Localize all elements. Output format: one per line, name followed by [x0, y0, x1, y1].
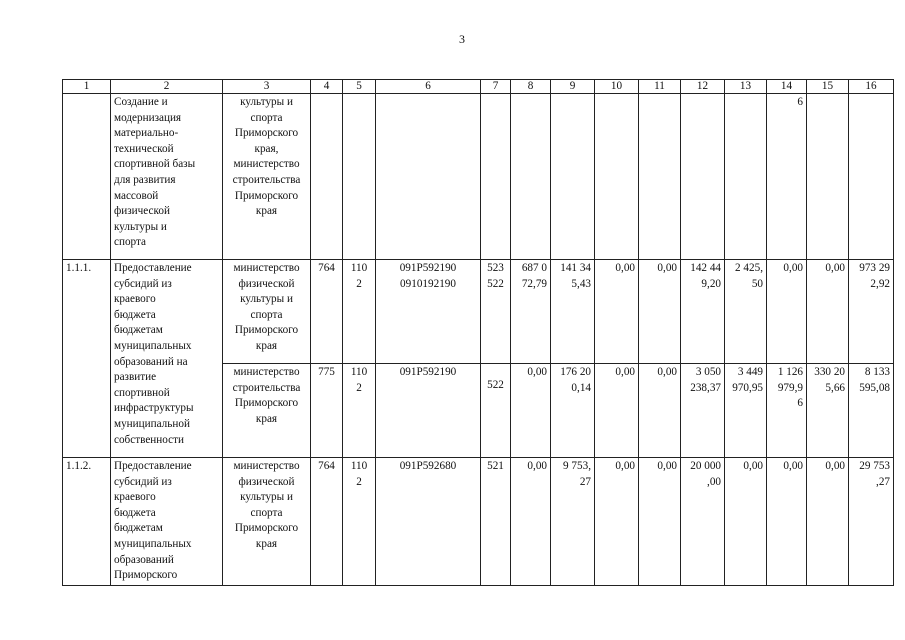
table-cell: 091P592680 [376, 458, 481, 586]
table-cell: 0,00 [639, 364, 681, 458]
header-row [63, 80, 894, 94]
table-cell: 764 [311, 458, 343, 586]
table-cell [511, 94, 551, 260]
table-cell [681, 94, 725, 260]
table-cell: 142 44 9,20 [681, 260, 725, 364]
table-cell: 687 0 72,79 [511, 260, 551, 364]
table-row-1-1-2 [63, 458, 894, 586]
column-header: 1 [63, 80, 111, 94]
column-header: 16 [849, 80, 894, 94]
column-header: 3 [223, 80, 311, 94]
table-cell: 0,00 [511, 364, 551, 458]
row-description: Создание и модернизация материально- технической спортивной базы для развития массовой физической культуры и спорта [111, 94, 223, 260]
table-cell [63, 94, 111, 260]
table-cell: 521 [481, 458, 511, 586]
column-header: 15 [807, 80, 849, 94]
table-cell: 1 126 979,9 6 [767, 364, 807, 458]
table-cell: 775 [311, 364, 343, 458]
table-cell: 0,00 [767, 458, 807, 586]
table-cell: 0,00 [639, 260, 681, 364]
column-header: 5 [343, 80, 376, 94]
column-header: 10 [595, 80, 639, 94]
column-header: 6 [376, 80, 481, 94]
row-description: Предоставление субсидий из краевого бюджета бюджетам муниципальных образований на развитие спортивной инфраструктуры муниципальной собственности [111, 260, 223, 458]
table-cell: 0,00 [595, 458, 639, 586]
table-cell: 764 [311, 260, 343, 364]
table-cell: 8 133 595,08 [849, 364, 894, 458]
table-row-1-1-1-a [63, 260, 894, 364]
table-cell: 523 522 [481, 260, 511, 364]
table-cell [849, 94, 894, 260]
table-cell: 20 000 ,00 [681, 458, 725, 586]
table-cell: 091P592190 [376, 364, 481, 458]
table-cell: 3 050 238,37 [681, 364, 725, 458]
column-header: 8 [511, 80, 551, 94]
table-cell: 0,00 [725, 458, 767, 586]
table-cell: 0,00 [595, 260, 639, 364]
column-header: 13 [725, 80, 767, 94]
row-executor: министерство физической культуры и спорта Приморского края [223, 458, 311, 586]
table-cell: 0,00 [807, 458, 849, 586]
table-cell [343, 94, 376, 260]
row-number: 1.1.2. [63, 458, 111, 586]
table-cell: 0,00 [511, 458, 551, 586]
table-cell: 29 753 ,27 [849, 458, 894, 586]
table-cell: 110 2 [343, 458, 376, 586]
table-cell [376, 94, 481, 260]
table-cell: 973 29 2,92 [849, 260, 894, 364]
table-cell: 3 449 970,95 [725, 364, 767, 458]
table-cell [595, 94, 639, 260]
table-cell: 141 34 5,43 [551, 260, 595, 364]
column-header: 9 [551, 80, 595, 94]
column-header: 12 [681, 80, 725, 94]
column-header: 11 [639, 80, 681, 94]
table-cell [551, 94, 595, 260]
table-cell [311, 94, 343, 260]
table-row-continuation [63, 94, 894, 260]
table-cell [807, 94, 849, 260]
table-cell: 9 753, 27 [551, 458, 595, 586]
row-number: 1.1.1. [63, 260, 111, 458]
table-cell: 2 425, 50 [725, 260, 767, 364]
table-cell: 091P592190 0910192190 [376, 260, 481, 364]
table-cell-value: 522 [487, 379, 504, 391]
table-cell [481, 94, 511, 260]
page-number: 3 [459, 32, 465, 46]
table-cell: 0,00 [807, 260, 849, 364]
row-executor: министерство строительства Приморского края [223, 364, 311, 458]
table-cell [481, 364, 511, 458]
table-cell: 0,00 [639, 458, 681, 586]
table-cell: 0,00 [595, 364, 639, 458]
budget-table [62, 79, 894, 586]
table-cell [725, 94, 767, 260]
row-executor: культуры и спорта Приморского края, министерство строительства Приморского края [223, 94, 311, 260]
table-cell: 110 2 [343, 260, 376, 364]
column-header: 4 [311, 80, 343, 94]
table-cell: 0,00 [767, 260, 807, 364]
table-cell: 330 20 5,66 [807, 364, 849, 458]
column-header: 14 [767, 80, 807, 94]
table-cell: 176 20 0,14 [551, 364, 595, 458]
table-cell: 110 2 [343, 364, 376, 458]
column-header: 2 [111, 80, 223, 94]
table-cell: 6 [767, 94, 807, 260]
row-description: Предоставление субсидий из краевого бюджета бюджетам муниципальных образований Приморского [111, 458, 223, 586]
column-header: 7 [481, 80, 511, 94]
table-cell [639, 94, 681, 260]
row-executor: министерство физической культуры и спорта Приморского края [223, 260, 311, 364]
